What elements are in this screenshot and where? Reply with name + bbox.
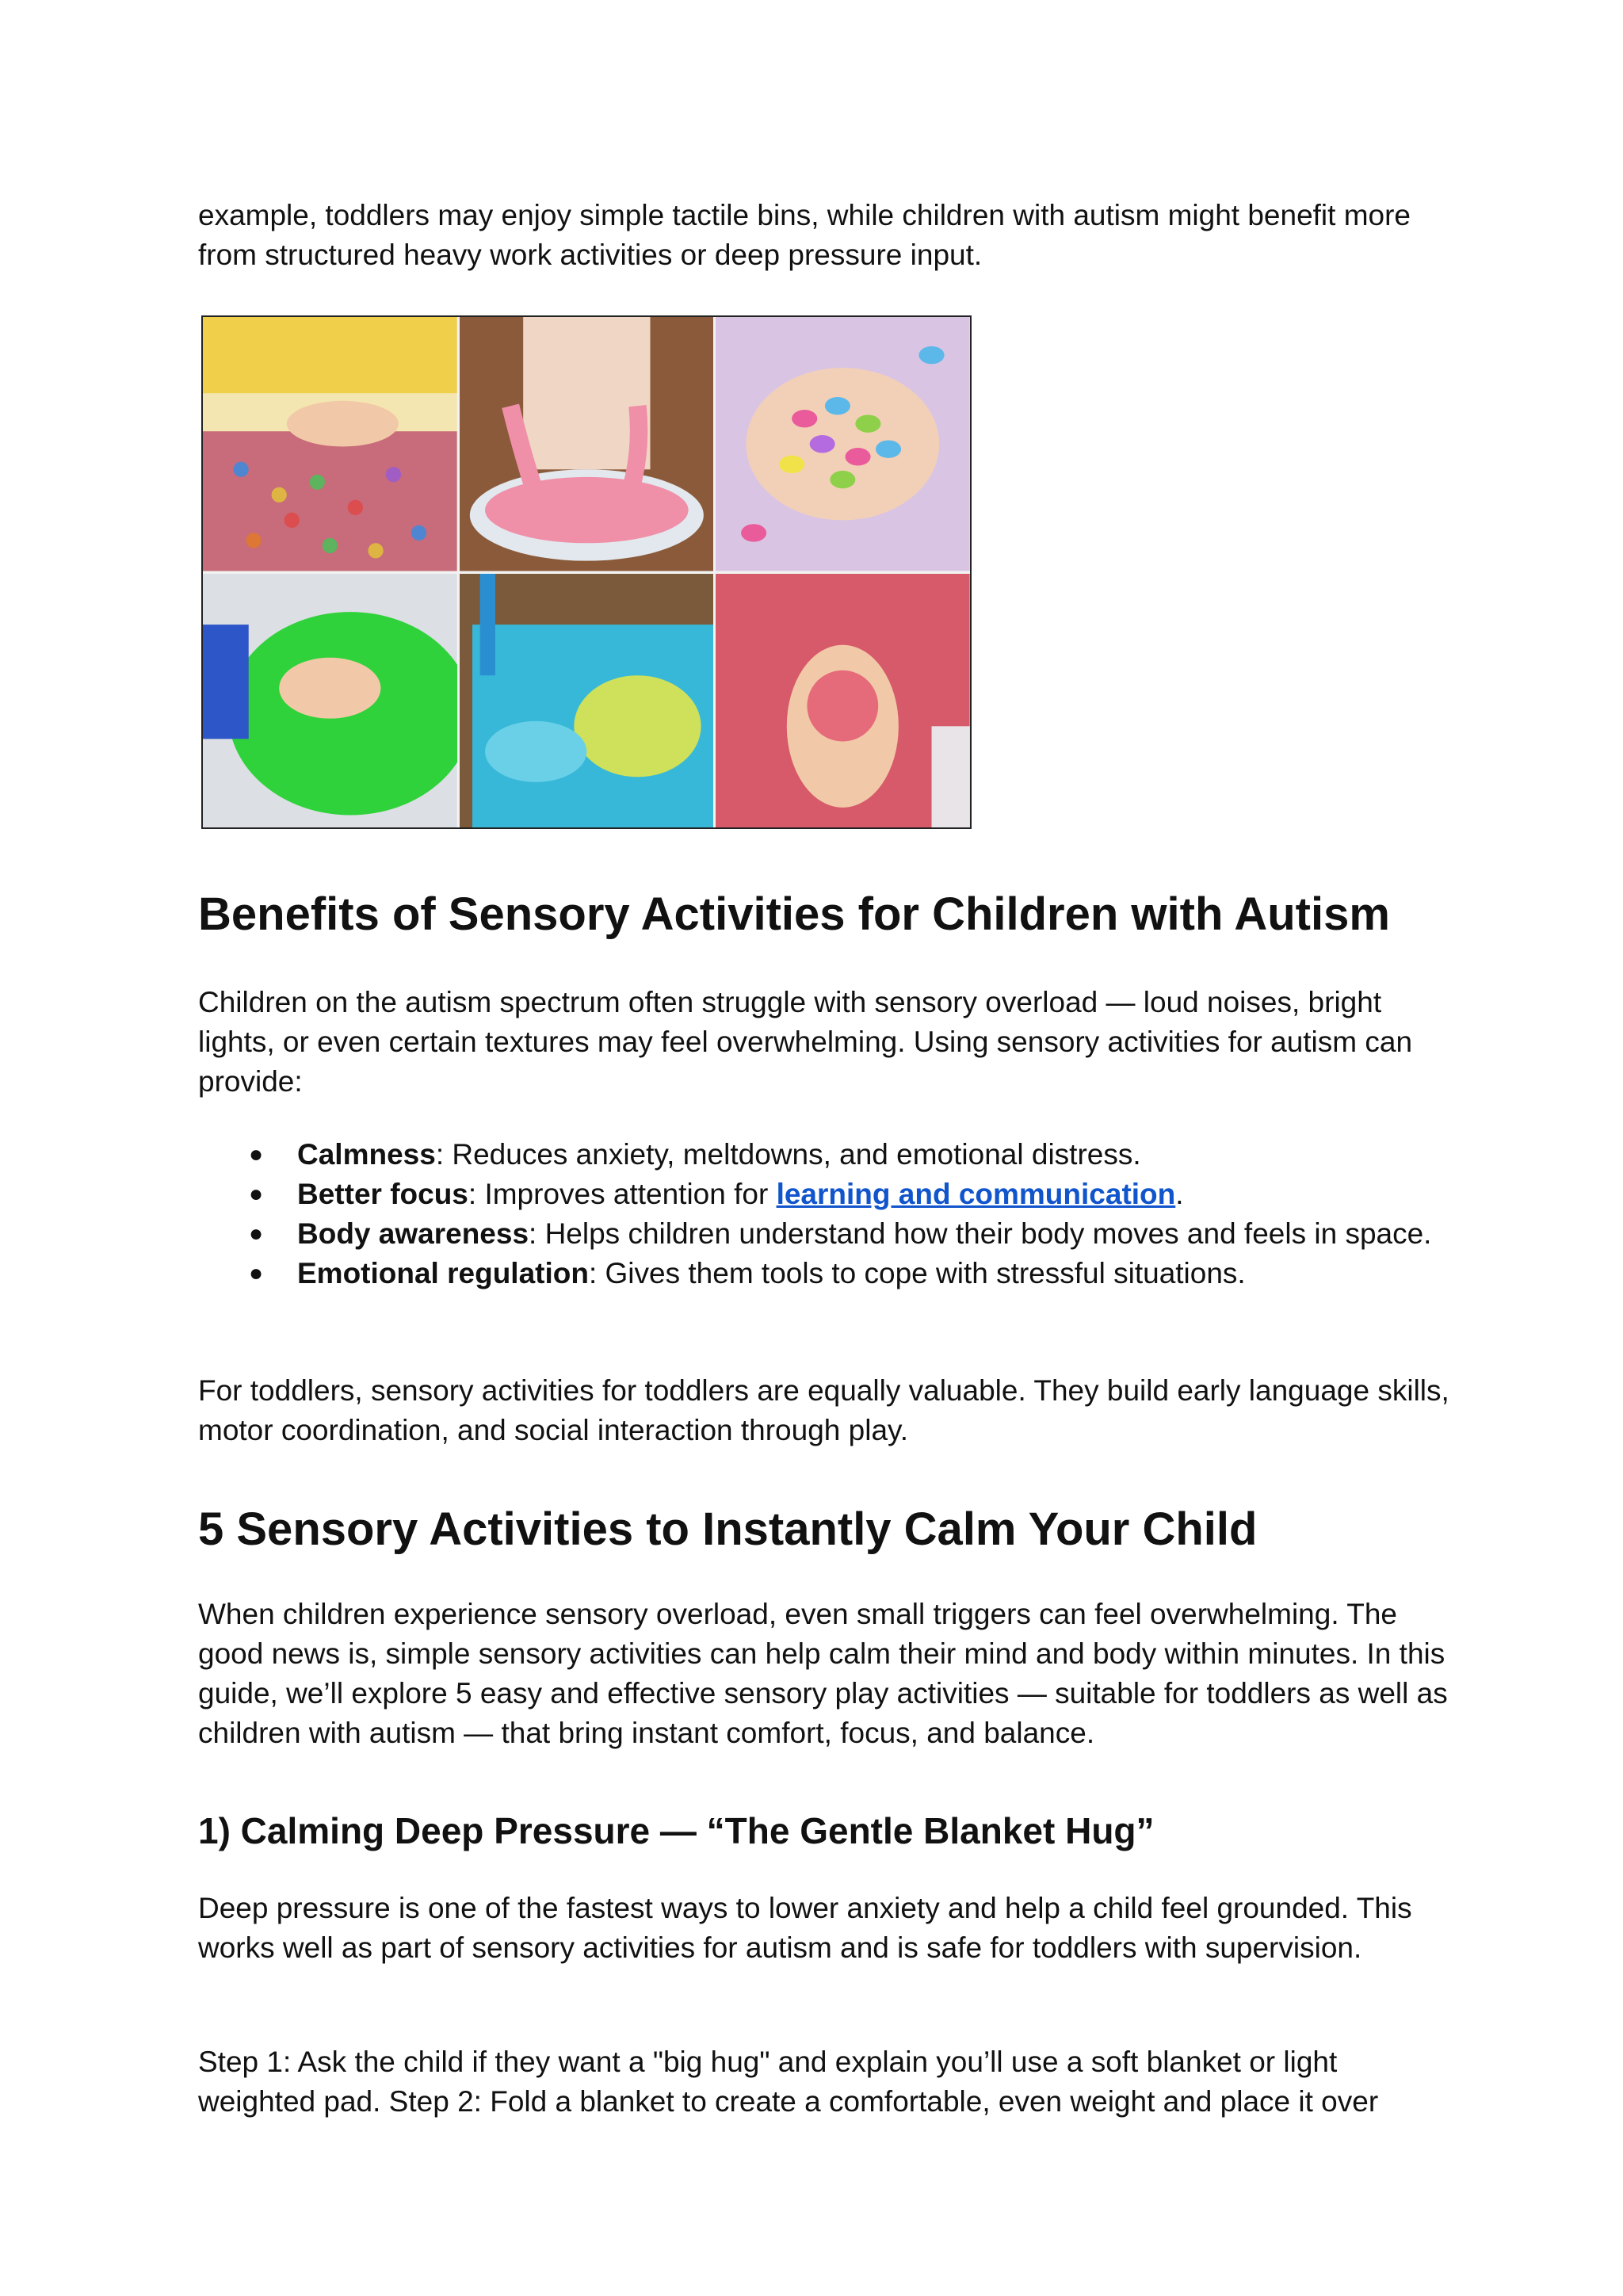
benefit-text: : Helps children understand how their body moves and feels in space. (529, 1217, 1432, 1250)
list-item (198, 1135, 1450, 1175)
list-item (198, 1214, 1450, 1254)
toddlers-paragraph: For toddlers, sensory activities for toddlers are equally valuable. They build early language skills, motor coordination, and social interaction through play. (198, 1374, 1449, 1446)
bullet-icon: ● (249, 1260, 264, 1286)
benefit-term: Body awareness (297, 1217, 529, 1250)
green-slime-tile (203, 574, 457, 828)
five-activities-paragraph: When children experience sensory overload, even small triggers can feel overwhelming. The good news is, simple sensory activities can help calm their mind and body within minutes. In this guide, we’ll explore 5 easy and effective sensory play activities — suitable for toddlers as well as children with autism — that bring instant comfort, focus, and balance. (198, 1598, 1448, 1749)
benefit-term: Calmness (297, 1138, 436, 1171)
benefit-term: Emotional regulation (297, 1257, 589, 1289)
deep-pressure-paragraph: Deep pressure is one of the fastest ways to lower anxiety and help a child feel grounded. This works well as part of sensory activities for autism and is safe for toddlers with supervision. (198, 1892, 1412, 1964)
benefit-text: : Improves attention for (468, 1178, 777, 1210)
benefit-text: : Gives them tools to cope with stressful situations. (588, 1257, 1246, 1289)
sensory-activities-collage (201, 315, 972, 829)
benefits-list (198, 1135, 1450, 1293)
activity-1-heading: 1) Calming Deep Pressure — “The Gentle Blanket Hug” (198, 1810, 1155, 1851)
list-item (198, 1175, 1450, 1214)
benefit-text-end: . (1175, 1178, 1184, 1210)
intro-paragraph: example, toddlers may enjoy simple tactile bins, while children with autism might benefit more from structured heavy work activities or deep pressure input. (198, 199, 1411, 271)
bullet-icon: ● (249, 1181, 264, 1207)
list-item (198, 1254, 1450, 1293)
five-activities-heading: 5 Sensory Activities to Instantly Calm Your Child (198, 1503, 1258, 1555)
steps-paragraph: Step 1: Ask the child if they want a "big hug" and explain you’ll use a soft blanket or light weighted pad. Step 2: Fold a blanket to create a comfortable, even weight and place it over (198, 2046, 1379, 2118)
benefits-intro-paragraph: Children on the autism spectrum often struggle with sensory overload — loud noises, bright lights, or even certain textures may feel overwhelming. Using sensory activities for autism can provide: (198, 986, 1413, 1098)
learning-communication-link[interactable]: learning and communication (776, 1178, 1176, 1210)
pink-slime-bowl-tile (460, 317, 714, 571)
benefit-term: Better focus (297, 1178, 468, 1210)
benefit-text: : Reduces anxiety, meltdowns, and emotional distress. (435, 1138, 1141, 1171)
colorful-beans-tile (716, 317, 970, 571)
pink-kinetic-sand-tile (716, 574, 970, 828)
blue-water-paint-tile (460, 574, 714, 828)
rainbow-rice-tile (203, 317, 457, 571)
bullet-icon: ● (249, 1141, 264, 1167)
bullet-icon: ● (249, 1221, 264, 1247)
benefits-heading: Benefits of Sensory Activities for Children with Autism (198, 888, 1390, 940)
